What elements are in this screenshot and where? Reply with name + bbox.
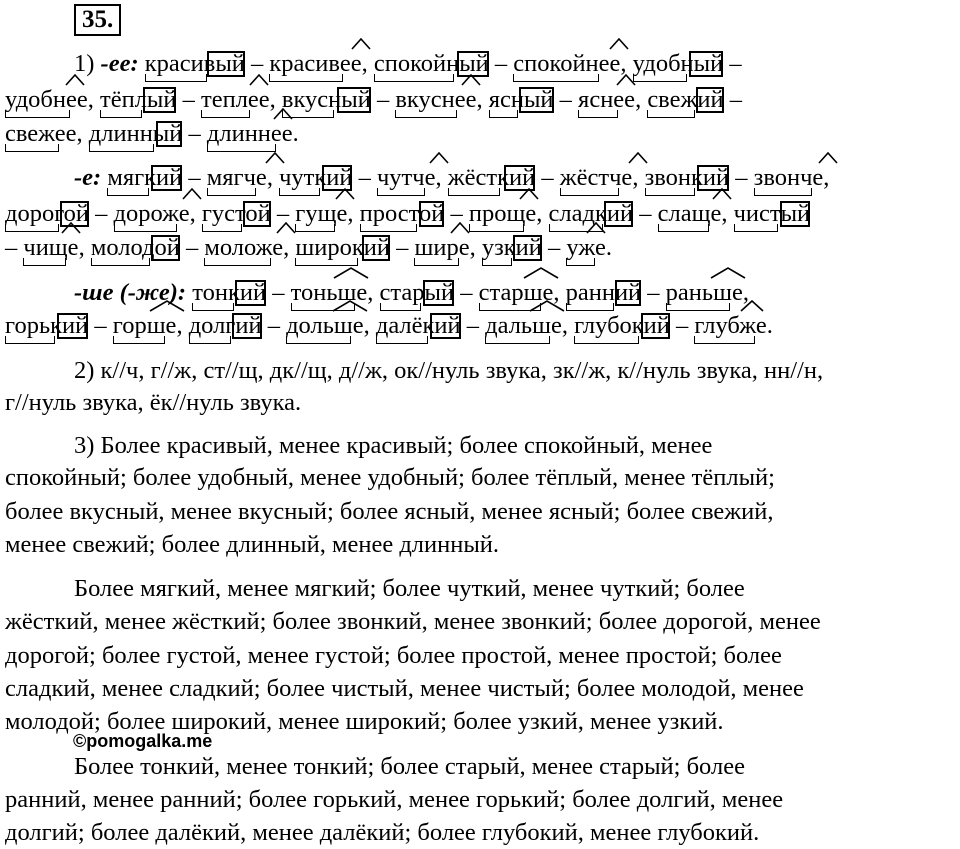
exercise-number-box <box>74 4 121 36</box>
word-comparative: гуще <box>295 199 347 229</box>
exercise-number: 35. <box>82 6 114 33</box>
word-comparative: шире <box>414 233 469 263</box>
word-comparative: уже <box>566 233 605 263</box>
word-comparative: старше <box>479 278 554 308</box>
word-comparative: яснее <box>578 85 635 115</box>
part3-para1-line-1: 3) Более красивый, менее красивый; более спокойный, менее <box>74 432 713 459</box>
word-positive: долгий <box>189 311 262 341</box>
word-positive: ранний <box>566 278 642 308</box>
part1-e-line-3: – чище , молодой – моложе , широкий – шире , узкий – уже . <box>5 233 612 263</box>
word-positive: чистый <box>734 199 811 229</box>
word-comparative: длиннее <box>207 119 293 149</box>
word-comparative: глубже <box>694 311 766 341</box>
word-comparative: тоньше <box>291 278 368 308</box>
part1-she-line-2: горький – горше , долгий – дольше , далёкий – дальше , глубокий – глубже . <box>5 311 773 341</box>
part3-para3-line-2: ранний, менее ранний; более горький, менее горький; более долгий, менее <box>5 786 784 813</box>
part3-para1-line-4: менее свежий; более длинный, менее длинный. <box>5 531 500 558</box>
word-positive: узкий <box>482 233 542 263</box>
word-positive: мягкий <box>107 163 182 193</box>
word-comparative: раньше <box>666 278 743 308</box>
word-positive: свежий <box>647 85 723 115</box>
word-comparative: чутче <box>377 163 435 193</box>
word-positive: молодой <box>91 233 180 263</box>
part2-line-1: 2) к//ч, г//ж, ст//щ, дк//щ, д//ж, ок//нуль звука, зк//ж, к//нуль звука, нн//н, <box>74 357 824 384</box>
word-positive: тёплый <box>100 85 177 115</box>
word-comparative: моложе <box>204 233 283 263</box>
word-comparative: вкуснее <box>395 85 476 115</box>
word-positive: чуткий <box>279 163 352 193</box>
part3-para2-line-2: жёсткий, менее жёсткий; более звонкий, менее звонкий; более дорогой, менее <box>5 608 821 635</box>
part1-ee-line-1: 1) -ее: красивый – красивее , спокойный – спокойнее , удобный – <box>74 49 742 79</box>
word-comparative: теплее <box>201 85 270 115</box>
word-comparative: слаще <box>658 199 722 229</box>
part3-para2-line-4: сладкий, менее сладкий; более чистый, менее чистый; более молодой, менее <box>5 675 804 702</box>
word-comparative: дольше <box>286 311 364 341</box>
word-positive: удобный <box>633 49 724 79</box>
word-comparative: дороже <box>114 199 190 229</box>
part3-para2-line-1: Более мягкий, менее мягкий; более чуткий, менее чуткий; более <box>74 575 745 602</box>
part1-she-line-1: -ше (-же): тонкий – тоньше , старый – старше , ранний – раньше , <box>74 278 749 308</box>
part1-e-line-2: дорогой – дороже , густой – гуще , простой – проще , сладкий – слаще , чистый <box>5 199 810 229</box>
word-positive: спокойный <box>374 49 489 79</box>
part1-ee-line-3: свежее , длинный – длиннее . <box>5 119 299 149</box>
word-positive: тонкий <box>192 278 266 308</box>
part3-para3-line-1: Более тонкий, менее тонкий; более старый, менее старый; более <box>74 753 745 780</box>
word-positive: горький <box>5 311 88 341</box>
part3-para2-line-5: молодой; более широкий, менее широкий; более узкий, менее узкий. <box>5 708 724 735</box>
part3-para1-line-3: более вкусный, менее вкусный; более ясный, менее ясный; более свежий, <box>5 498 774 525</box>
word-comparative: чище <box>23 233 78 263</box>
word-positive: далёкий <box>376 311 461 341</box>
suffix-label-e: -е: <box>74 164 102 191</box>
word-comparative: жёстче <box>560 163 633 193</box>
word-positive: дорогой <box>5 199 89 229</box>
word-comparative: звонче <box>754 163 824 193</box>
word-positive: красивый <box>145 49 245 79</box>
word-positive: сладкий <box>549 199 634 229</box>
part1-ee-line-2: удобнее , тёплый – теплее , вкусный – вкуснее , ясный – яснее , свежий – <box>5 85 742 115</box>
word-positive: простой <box>360 199 445 229</box>
part3-para2-line-3: дорогой; более густой, менее густой; более простой, менее простой; более <box>5 642 782 669</box>
word-comparative: проще <box>469 199 536 229</box>
word-positive: глубокий <box>574 311 670 341</box>
word-positive: густой <box>202 199 271 229</box>
word-comparative: красивее <box>269 49 361 79</box>
watermark: ©pomogalka.me <box>73 731 213 751</box>
word-comparative: мягче <box>207 163 267 193</box>
part2-line-2: г//нуль звука, ёк//нуль звука. <box>5 389 302 416</box>
word-comparative: удобнее <box>5 85 88 115</box>
suffix-label-ee: -ее: <box>100 50 139 77</box>
part1-label: 1) <box>74 50 95 77</box>
word-comparative: дальше <box>485 311 562 341</box>
word-positive: широкий <box>295 233 390 263</box>
part3-para3-line-3: долгий; более далёкий, менее далёкий; более глубокий, менее глубокий. <box>5 819 760 846</box>
part1-e-line-1: -е: мягкий – мягче , чуткий – чутче , жёсткий – жёстче , звонкий – звонче , <box>74 163 829 193</box>
word-positive: старый <box>380 278 455 308</box>
word-positive: ясный <box>489 85 554 115</box>
word-comparative: спокойнее <box>513 49 620 79</box>
word-comparative: свежее <box>5 119 77 149</box>
part3-para1-line-2: спокойный; более удобный, менее удобный; более тёплый, менее тёплый; <box>5 464 775 491</box>
suffix-label-she: -ше (-же): <box>74 279 187 306</box>
word-positive: жёсткий <box>448 163 536 193</box>
word-comparative: горше <box>113 311 177 341</box>
word-positive: вкусный <box>282 85 371 115</box>
word-positive: длинный <box>89 119 183 149</box>
word-positive: звонкий <box>645 163 730 193</box>
